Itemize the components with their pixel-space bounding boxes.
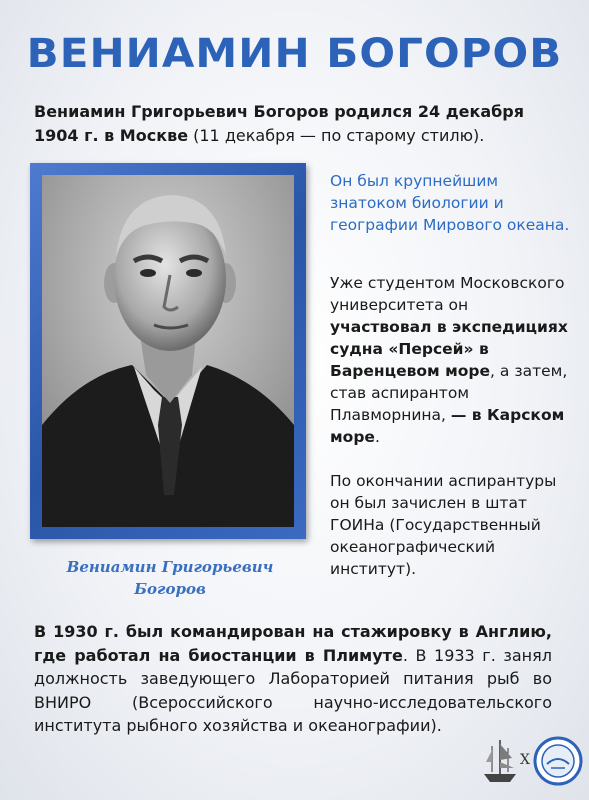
expedition-paragraph xyxy=(330,272,570,448)
bottom-bold: В 1930 г. был командирован на стажировку в Англию, где работал на биостанции в Плимуте xyxy=(34,622,552,665)
bottom-paragraph xyxy=(34,620,552,738)
p2-part-b: участвовал в экспедициях судна «Персей» в Баренцевом море xyxy=(330,318,568,380)
bottom-normal: . В 1933 г. занял должность заведующего Лабораторией питания рыб во ВНИРО (Всероссийского научно-исследовательского института рыбного хозяйства и океанографии). xyxy=(34,645,552,735)
goin-paragraph: По окончании аспирантуры он был зачислен в штат ГОИНа (Государственный океанографический институт). xyxy=(330,472,557,578)
p2-part-c: , а затем, став аспирантом Плавморнина, xyxy=(330,362,568,424)
page-title: ВЕНИАМИН БОГОРОВ xyxy=(26,31,563,77)
highlight-paragraph: Он был крупнейшим знатоком биологии и географии Мирового океана. xyxy=(330,172,570,234)
intro-normal: (11 декабря — по старому стилю). xyxy=(188,126,485,145)
portrait-caption xyxy=(40,556,300,600)
logo-separator: X xyxy=(520,752,530,768)
p2-part-a: Уже студентом Московского университета он xyxy=(330,274,565,314)
ship-icon xyxy=(482,736,518,786)
portrait-photo xyxy=(42,175,294,527)
p2-part-d: — в Карском море xyxy=(330,406,565,446)
intro-bold: Вениамин Григорьевич Богоров родился 24 декабря 1904 г. в Москве xyxy=(34,102,525,145)
emblem-icon xyxy=(533,736,583,786)
caption-line-2: Богоров xyxy=(134,580,206,598)
portrait-frame xyxy=(30,163,306,539)
portrait-icon xyxy=(42,175,294,527)
caption-line-1: Вениамин Григорьевич xyxy=(66,558,274,576)
intro-paragraph xyxy=(34,100,564,148)
p2-part-e: . xyxy=(374,428,380,446)
